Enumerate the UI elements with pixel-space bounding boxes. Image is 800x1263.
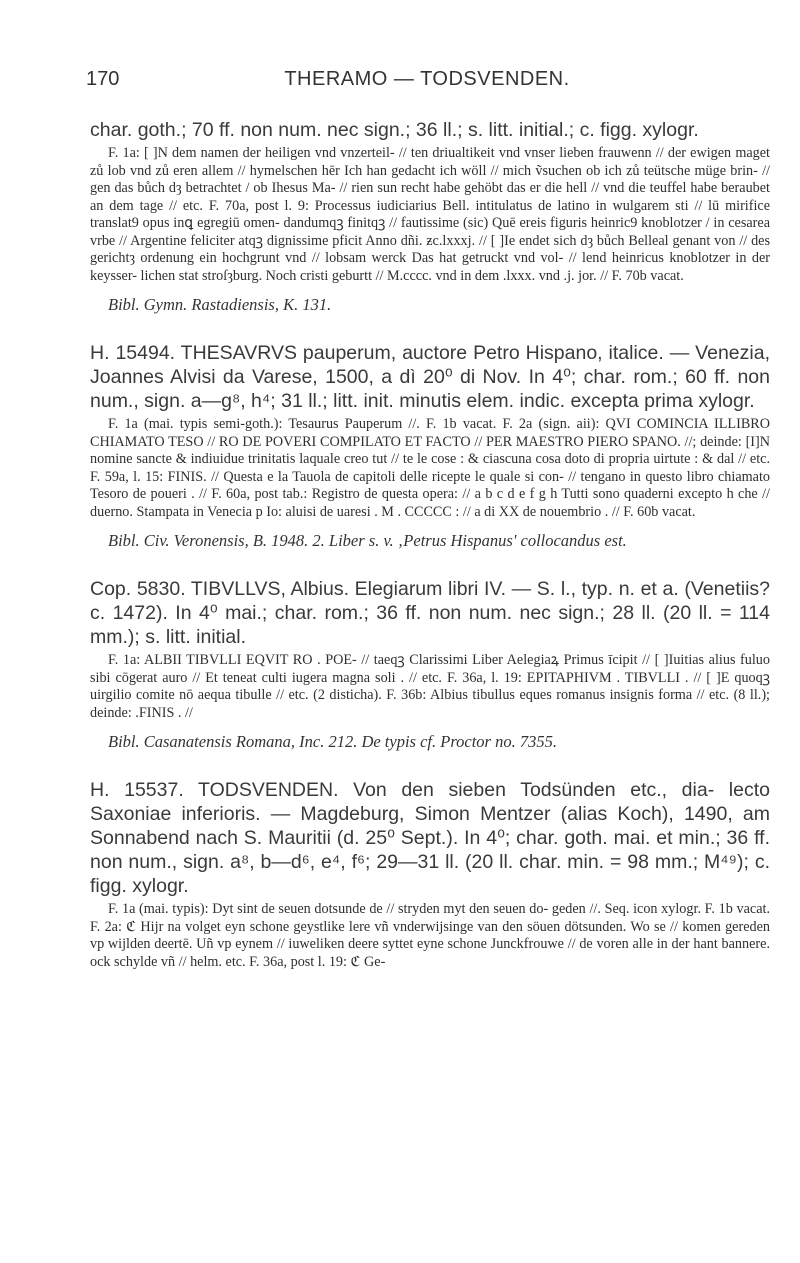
page-number: 170 xyxy=(86,68,120,90)
top-description: char. goth.; 70 ff. non num. nec sign.; 36 ll.; s. litt. initial.; c. figg. xylogr. xyxy=(90,119,699,141)
entry-tibullus xyxy=(90,577,770,752)
entry-bibliography: Bibl. Casanatensis Romana, Inc. 212. De typis cf. Proctor no. 7355. xyxy=(108,732,557,751)
entry-thesaurus xyxy=(90,341,770,551)
entry-todsvenden xyxy=(90,778,770,971)
entry-heading: Cop. 5830. TIBVLLVS, Albius. Elegiarum libri IV. — S. l., typ. n. et a. (Venetiis? c. 1472). In 4⁰ mai.; char. rom.; 36 ff. non num. nec sign.; 28 ll. (20 ll. = 114 mm.); s. litt. initial. xyxy=(90,578,770,648)
page-header xyxy=(86,68,768,98)
top-bibliography: Bibl. Gymn. Rastadiensis, K. 131. xyxy=(108,295,332,314)
entry-heading: H. 15537. TODSVENDEN. Von den sieben Todsünden etc., dia- lecto Saxoniae inferioris. — Magdeburg, Simon Mentzer (alias Koch), 1490, am Sonnabend nach S. Mauritii (d. 25⁰ Sept.). In 4⁰; char. goth. mai. et min.; 36 ff. non num., sign. a⁸, b—d⁶, e⁴, f⁶; 29—31 ll. (20 ll. char. min. = 98 mm.; M⁴⁹); c. figg. xylogr. xyxy=(90,779,770,897)
entry-note: F. 1a (mai. typis): Dyt sint de seuen dotsunde de // stryden myt den seuen do- geden //. Seq. icon xylogr. F. 1b vacat. F. 2a: ℭ Hijr na volget eyn schone geystlike lere vñ vnderwijsinge van den söuen dötsunden. Wo se // komen gereden vp wijlden deertē. Uñ vp eynem // iuweliken deere syttet eyne schone Junckfrouwe // de voren alle in der hant bannere. ock schylde vñ // helm. etc. F. 36a, post l. 19: ℭ Ge- xyxy=(90,901,770,970)
running-title: THERAMO — TODSVENDEN. xyxy=(284,68,570,90)
entry-heading: H. 15494. THESAVRVS pauperum, auctore Petro Hispano, italice. — Venezia, Joannes Alvisi da Varese, 1500, a dì 20⁰ di Nov. In 4⁰; char. rom.; 60 ff. non num., sign. a—g⁸, h⁴; 31 ll.; litt. init. minutis elem. indic. excepta prima xylogr. xyxy=(90,342,770,412)
entry-note: F. 1a (mai. typis semi-goth.): Tesaurus Pauperum //. F. 1b vacat. F. 2a (sign. aii): QVI COMINCIA ILLIBRO CHIAMATO TESO // RO DE POVERI COMPILATO ET FACTO // PER MAESTRO PIERO SPANO. //; deinde: [I]N nomine sancte & indiuidue trinitatis laquale creo tut // te le cose : & ciascuna cosa doto di propria uirtute : & dal // etc. F. 59a, l. 15: FINIS. // Questa e la Tauola de capitoli delle ricepte le quale si con- // tengano in questo libro chiamato Tesoro de poueri . // F. 60a, post tab.: Registro de questa opera: // a b c d e f g h Tutti sono quaderni excepto h che // duerno. Stampata in Venecia p Io: aluisi de uaresi . M . CCCCC : // a di XX de nouembrio . // F. 60b vacat. xyxy=(90,416,770,520)
entry-note: F. 1a: ALBII TIBVLLI EQVIT RO . POE- // taeqꝫ Clarissimi Liber Aelegiaꝝ Primus īcipit // [ ]Iuitias alius fuluo sibi cōgerat auro // Et teneat culti iugera magna soli . // etc. F. 36a, l. 19: EPITAPHIVM . TIBVLLI . // [ ]E quoqꝫ uirgilio comite nō aequa tibulle // etc. (2 disticha). F. 36b: Albius tibullus eques romanus insignis forma // etc. (8 ll.); deinde: .FINIS . // xyxy=(90,652,770,721)
top-note: F. 1a: [ ]N dem namen der heiligen vnd vnzerteil- // ten driualtikeit vnd vnser lieben frauwenn // der ewigen maget zů lob vnd zů eren allem // hymelschen hēr Ich han gedacht ich wöll // mich ṽsuchen ob ich zů teütsche müge brin- // gen das bůch dȝ betrachtet / ob Ihesus Ma- // rien sun recht habe gehöbt das er die hell // vnd die teuffel habe beraubet an dem tage // etc. F. 70a, post l. 9: Processus iudiciarius Bell. intitulatus de latino in wulgarem sti // lū mirifice translat9 opus inꝗ egregiū omen- dandumqꝫ finitqꝫ // fautissime (sic) Quē ereis figuris heinric9 knoblotzer / in cesarea vrbe // Argentine feliciter atqꝫ dignissime pficit Anno dñi. ƶc.lxxxj. // [ ]Ie endet sich dȝ bůch Belleal genant von // des gerichtȝ ordenung ein hochgrunt vnd // lobsam werck Das hat getruckt vnd vol- // lend heinricus knoblotzer in der keysser- lichen stat stroſȝburg. Noch cristi geburtt // M.cccc. vnd in dem .lxxx. vnd .j. jor. // F. 70b vacat. xyxy=(90,145,770,284)
page-content xyxy=(90,118,770,971)
entry-bibliography: Bibl. Civ. Veronensis, B. 1948. 2. Liber s. v. ‚Petrus Hispanus' collocandus est. xyxy=(108,531,627,550)
